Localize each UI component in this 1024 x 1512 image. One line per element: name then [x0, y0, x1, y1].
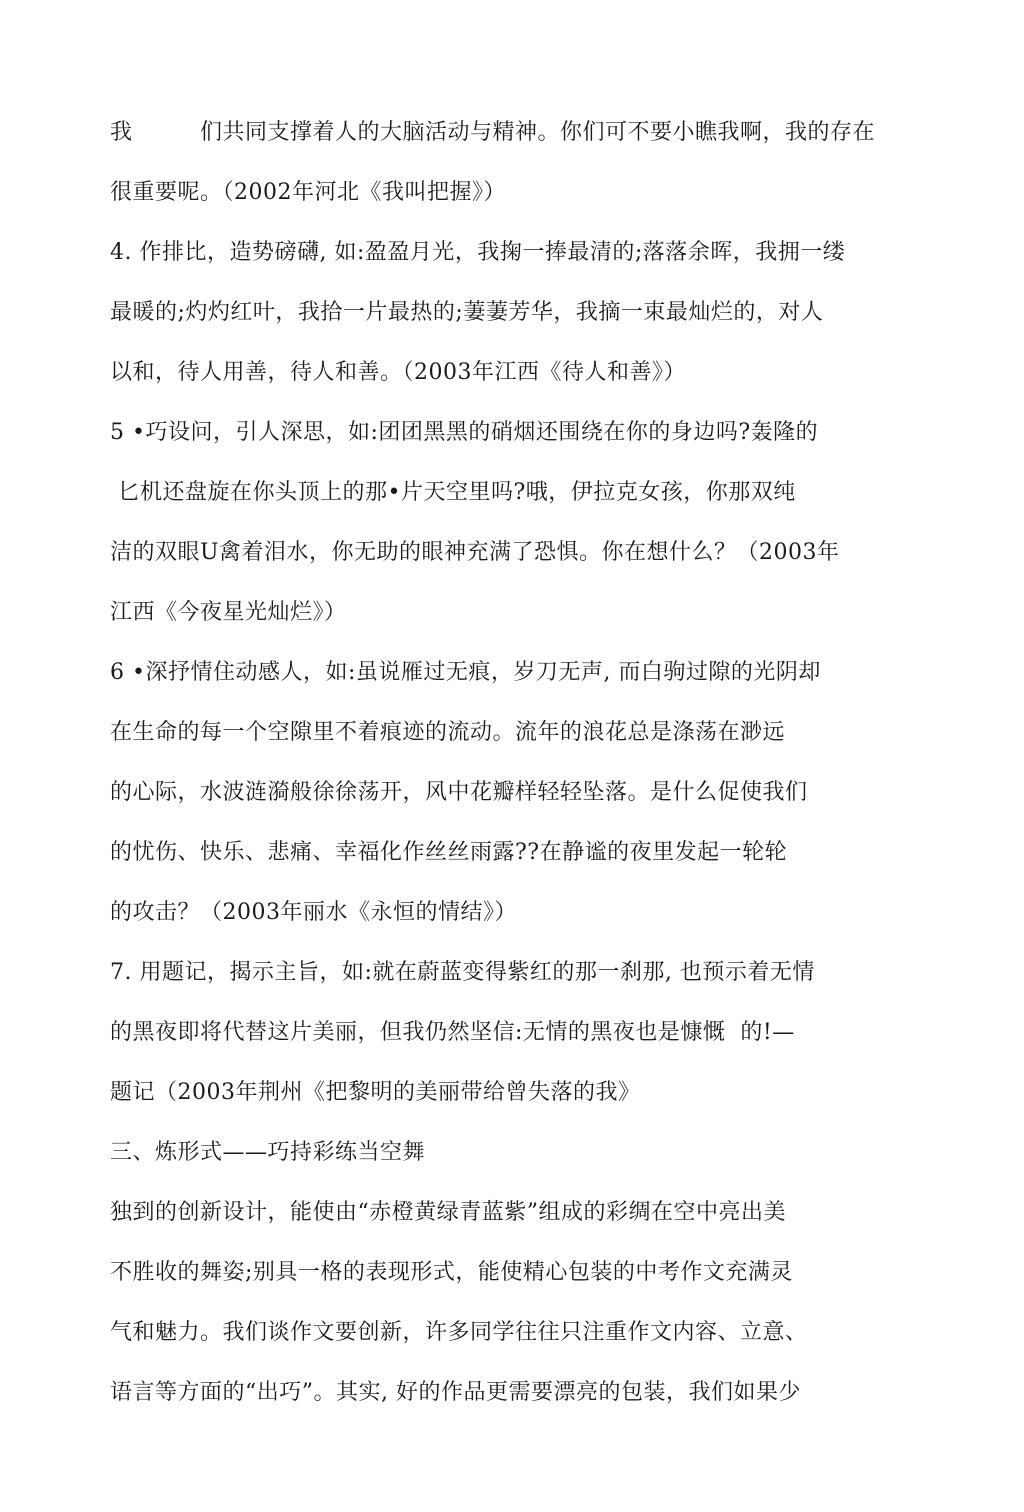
text-line: 7. 用题记，揭示主旨，如:就在蔚蓝变得紫红的那一刹那, 也预示着无情 [110, 960, 815, 985]
text-line: 的黑夜即将代替这片美丽，但我仍然坚信:无情的黑夜也是慷慨 的!— [110, 1020, 795, 1045]
text-line: 4. 作排比，造势磅礴, 如:盈盈月光，我掬一捧最清的;落落余晖，我拥一缕 [110, 240, 846, 265]
text-line: 的心际，水波涟漪般徐徐荡开，风中花瓣样轻轻坠落。是什么促使我们 [110, 780, 808, 805]
section-heading: 三、炼形式——巧持彩练当空舞 [110, 1140, 426, 1165]
text-line: 的攻击？（2003年丽水《永恒的情结》） [110, 900, 517, 925]
text-line: 匕机还盘旋在你头顶上的那•片天空里吗?哦，伊拉克女孩，你那双纯 [110, 480, 796, 505]
text-line: 的忧伤、快乐、悲痛、幸福化作丝丝雨露??在静谧的夜里发起一轮轮 [110, 840, 788, 865]
text-line: 气和魅力。我们谈作文要创新，许多同学往往只注重作文内容、立意、 [110, 1320, 808, 1345]
text-line: 在生命的每一个空隙里不着痕迹的流动。流年的浪花总是涤荡在渺远 [110, 720, 786, 745]
text-line: 以和，待人用善，待人和善。（2003年江西《待人和善》） [110, 360, 686, 385]
text-line: 最暖的;灼灼红叶，我拾一片最热的;萋萋芳华，我摘一束最灿烂的，对人 [110, 300, 824, 325]
text-line: 我 们共同支撑着人的大脑活动与精神。你们可不要小瞧我啊，我的存在 [110, 120, 876, 145]
text-line: 江西《今夜星光灿烂》） [110, 600, 347, 625]
text-line: 5 •巧设问，引人深思，如:团团黑黑的硝烟还围绕在你的身边吗?轰隆的 [110, 420, 819, 445]
text-line: 语言等方面的“出巧”。其实, 好的作品更需要漂亮的包装，我们如果少 [110, 1380, 801, 1405]
text-line: 很重要呢。（2002年河北《我叫把握》） [110, 180, 506, 205]
text-line: 不胜收的舞姿;别具一格的表现形式，能使精心包装的中考作文充满灵 [110, 1260, 793, 1285]
text-line: 题记（2003年荆州《把黎明的美丽带给曾失落的我》 [110, 1080, 641, 1105]
text-line: 6 •深抒情住动感人，如:虽说雁过无痕，岁刀无声, 而白驹过隙的光阴却 [110, 660, 821, 685]
text-line: 独到的创新设计，能使由“赤橙黄绿青蓝紫”组成的彩绸在空中亮出美 [110, 1200, 786, 1225]
text-line: 洁的双眼U禽着泪水，你无助的眼神充满了恐惧。你在想什么？（2003年 [110, 540, 840, 565]
